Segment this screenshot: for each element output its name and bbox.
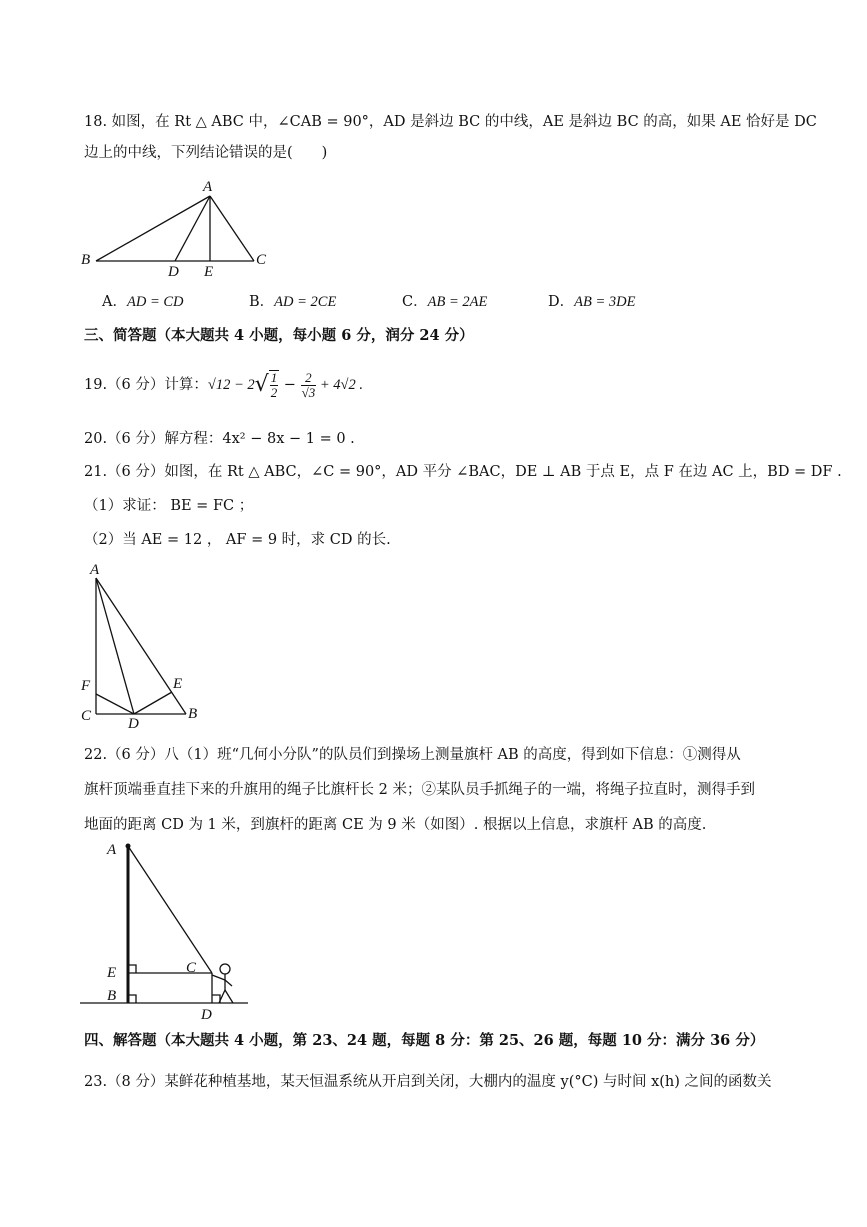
q19-fraction-2: $\frac{2}{√3}$ bbox=[301, 369, 316, 400]
q18-option-a: A．AD = CD bbox=[102, 294, 184, 310]
q21-figure bbox=[76, 560, 206, 730]
q18-label-d: D bbox=[168, 264, 179, 280]
q21-label-c: C bbox=[81, 708, 92, 724]
q21-label-e: E bbox=[173, 676, 183, 692]
q22-figure bbox=[80, 838, 255, 1022]
q21-label-a: A bbox=[90, 562, 100, 578]
q21-line-1: 21.（6 分）如图，在 Rt △ ABC，∠C = 90°，AD 平分 ∠BAC，DE ⊥ AB 于点 E，点 F 在边 AC 上，BD = DF . bbox=[84, 464, 842, 480]
q18-label-b: B bbox=[81, 252, 91, 268]
q22-label-e: E bbox=[107, 965, 117, 981]
q23-line: 23.（8 分）某鲜花种植基地，某天恒温系统从开启到关闭，大棚内的温度 y(°C) 与时间 x(h) 之间的函数关 bbox=[84, 1074, 772, 1090]
q18-label-c: C bbox=[256, 252, 267, 268]
q21-sub-1: （1）求证： BE = FC ； bbox=[84, 498, 254, 514]
q21-label-d: D bbox=[128, 716, 139, 730]
q22-line-1: 22.（6 分）八（1）班“几何小分队”的队员们到操场上测量旗杆 AB 的高度，得到如下信息：①测得从 bbox=[84, 747, 741, 763]
q22-label-b: B bbox=[107, 988, 117, 1004]
q19-minus: − bbox=[279, 377, 301, 393]
q18-label-e: E bbox=[204, 264, 214, 280]
q19-fraction-1: $\frac{1}{2}$ bbox=[270, 370, 278, 400]
q21-label-f: F bbox=[81, 678, 91, 694]
section-3-heading: 三、简答题（本大题共 4 小题，每小题 6 分，润分 24 分） bbox=[84, 327, 474, 344]
q18-figure bbox=[78, 176, 278, 280]
flagpole-top-dot bbox=[126, 844, 131, 849]
q18-line-1: 18. 如图，在 Rt △ ABC 中，∠CAB = 90°，AD 是斜边 BC 的中线，AE 是斜边 BC 的高，如果 AE 恰好是 DC bbox=[84, 114, 817, 130]
q21-sub-2: （2）当 AE = 12 ， AF = 9 时，求 CD 的长. bbox=[84, 532, 391, 548]
q19-tail: + 4√2 . bbox=[316, 377, 363, 393]
q18-option-b: B．AD = 2CE bbox=[249, 294, 337, 310]
q18-label-a: A bbox=[203, 179, 213, 195]
q21-label-b: B bbox=[188, 706, 198, 722]
q19-line: 19.（6 分）计算：√12 − 2√ $\frac{1}{2}$ − $\frac{2}{√3}$ + 4√2 . bbox=[84, 369, 363, 400]
q22-label-c: C bbox=[186, 960, 197, 976]
q18-option-d: D．AB = 3DE bbox=[548, 294, 636, 310]
q18-line-2: 边上的中线，下列结论错误的是( ) bbox=[84, 145, 328, 161]
q22-line-3: 地面的距离 CD 为 1 米，到旗杆的距离 CE 为 9 米（如图）. 根据以上信息，求旗杆 AB 的高度. bbox=[84, 817, 707, 833]
section-4-heading: 四、解答题（本大题共 4 小题，第 23、24 题，每题 8 分：第 25、26 题，每题 10 分：满分 36 分） bbox=[84, 1032, 765, 1049]
q20-line: 20.（6 分）解方程：4x² − 8x − 1 = 0 . bbox=[84, 431, 355, 447]
q18-option-c: C．AB = 2AE bbox=[402, 294, 488, 310]
q22-label-d: D bbox=[201, 1007, 212, 1022]
q19-prefix: 19.（6 分）计算： bbox=[84, 377, 208, 393]
q22-label-a: A bbox=[107, 842, 117, 858]
q19-sqrt12: √12 − 2 bbox=[207, 377, 255, 393]
q22-line-2: 旗杆顶端垂直挂下来的升旗用的绳子比旗杆长 2 米；②某队员手抓绳子的一端，将绳子拉直时，测得手到 bbox=[84, 782, 755, 798]
